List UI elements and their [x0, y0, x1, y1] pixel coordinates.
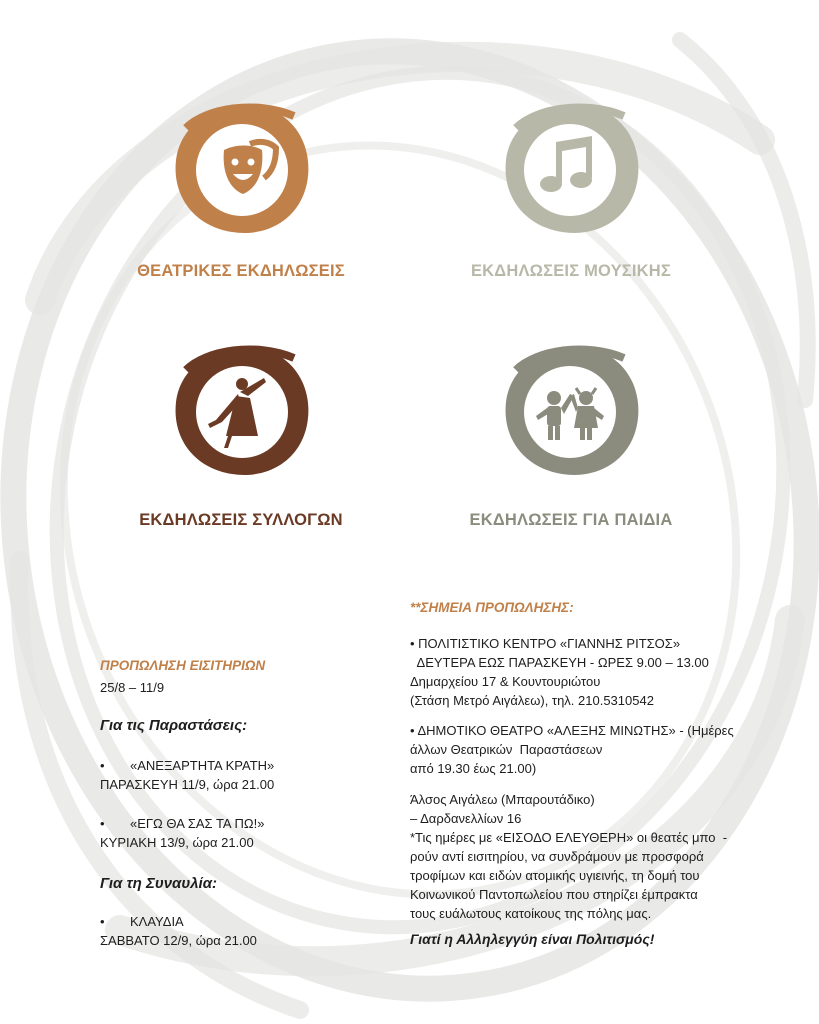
kids-icon-block [496, 340, 646, 480]
performance-2-title: «ΕΓΩ ΘΑ ΣΑΣ ΤΑ ΠΩ!» [130, 816, 265, 831]
points-line: άλλων Θεατρικών Παραστάσεων [410, 742, 603, 757]
performance-1 [100, 756, 274, 794]
performance-2 [100, 814, 264, 852]
concert-item [100, 912, 257, 950]
points-line: – Δαρδανελλίων 16 [410, 811, 522, 826]
performance-1-when: ΠΑΡΑΣΚΕΥΗ 11/9, ώρα 21.00 [100, 777, 275, 792]
category-label-music: ΕΚΔΗΛΩΣΕΙΣ ΜΟΥΣΙΚΗΣ [470, 262, 672, 280]
performance-2-when: ΚΥΡΙΑΚΗ 13/9, ώρα 21.00 [100, 835, 254, 850]
points-line: • ΔΗΜΟΤΙΚΟ ΘΕΑΤΡΟ «ΑΛΕΞΗΣ ΜΙΝΩΤΗΣ» - (Ημέρες [410, 723, 734, 738]
points-line: ρούν αντί εισιτηρίου, να συνδράμουν με προσφορά [410, 849, 704, 864]
points-block-2 [410, 721, 734, 778]
points-line: τροφίμων και ειδών ατομικής υγιεινής, τη δομή του [410, 868, 700, 883]
points-heading: **ΣΗΜΕΙΑ ΠΡΟΠΩΛΗΣΗΣ: [410, 600, 574, 615]
points-line: • ΠΟΛΙΤΙΣΤΙΚΟ ΚΕΝΤΡΟ «ΓΙΑΝΝΗΣ ΡΙΤΣΟΣ» [410, 636, 681, 651]
points-line: τους ευάλωτους κατοίκους της πόλης μας. [410, 906, 652, 921]
performance-1-title: «ΑΝΕΞΑΡΤΗΤΑ ΚΡΑΤΗ» [130, 758, 275, 773]
points-line: Δημαρχείου 17 & Κουντουριώτου [410, 674, 601, 689]
bullet: • [100, 758, 105, 773]
presale-heading: ΠΡΟΠΩΛΗΣΗ ΕΙΣΙΤΗΡΙΩΝ [100, 658, 266, 673]
points-line: (Στάση Μετρό Αιγάλεω), τηλ. 210.5310542 [410, 693, 654, 708]
points-line: *Τις ημέρες με «ΕΙΣΟΔΟ ΕΛΕΥΘΕΡΗ» οι θεατές μπο - [410, 830, 728, 845]
category-label-theatre: ΘΕΑΤΡΙΚΕΣ ΕΚΔΗΛΩΣΕΙΣ [137, 262, 345, 280]
category-label-associations: ΕΚΔΗΛΩΣΕΙΣ ΣΥΛΛΟΓΩΝ [139, 511, 343, 529]
points-line: ΔΕΥΤΕΡΑ ΕΩΣ ΠΑΡΑΣΚΕΥΗ - ΩΡΕΣ 9.00 – 13.00 [410, 655, 709, 670]
points-line: Κοινωνικού Παντοπωλείου που στηρίζει έμπρακτα [410, 887, 698, 902]
category-label-kids: ΕΚΔΗΛΩΣΕΙΣ ΓΙΑ ΠΑΙΔΙΑ [469, 511, 673, 529]
points-block-1 [410, 634, 709, 710]
music-icon-block [496, 98, 646, 238]
solidarity-slogan: Γιατί η Αλληλεγγύη είναι Πολιτισμός! [410, 931, 655, 947]
points-line: Άλσος Αιγάλεω (Μπαρουτάδικο) [410, 792, 595, 807]
bullet: • [100, 914, 105, 929]
points-line: από 19.30 έως 21.00) [410, 761, 537, 776]
performances-heading: Για τις Παραστάσεις: [100, 717, 248, 734]
points-block-3 [410, 790, 727, 923]
bullet: • [100, 816, 105, 831]
concert-heading: Για τη Συναυλία: [100, 875, 218, 892]
concert-title: ΚΛΑΥΔΙΑ [130, 914, 184, 929]
theatre-icon-block [166, 98, 316, 238]
presale-dates: 25/8 – 11/9 [100, 680, 165, 695]
associations-icon-block [166, 340, 316, 480]
concert-when: ΣΑΒΒΑΤΟ 12/9, ώρα 21.00 [100, 933, 257, 948]
